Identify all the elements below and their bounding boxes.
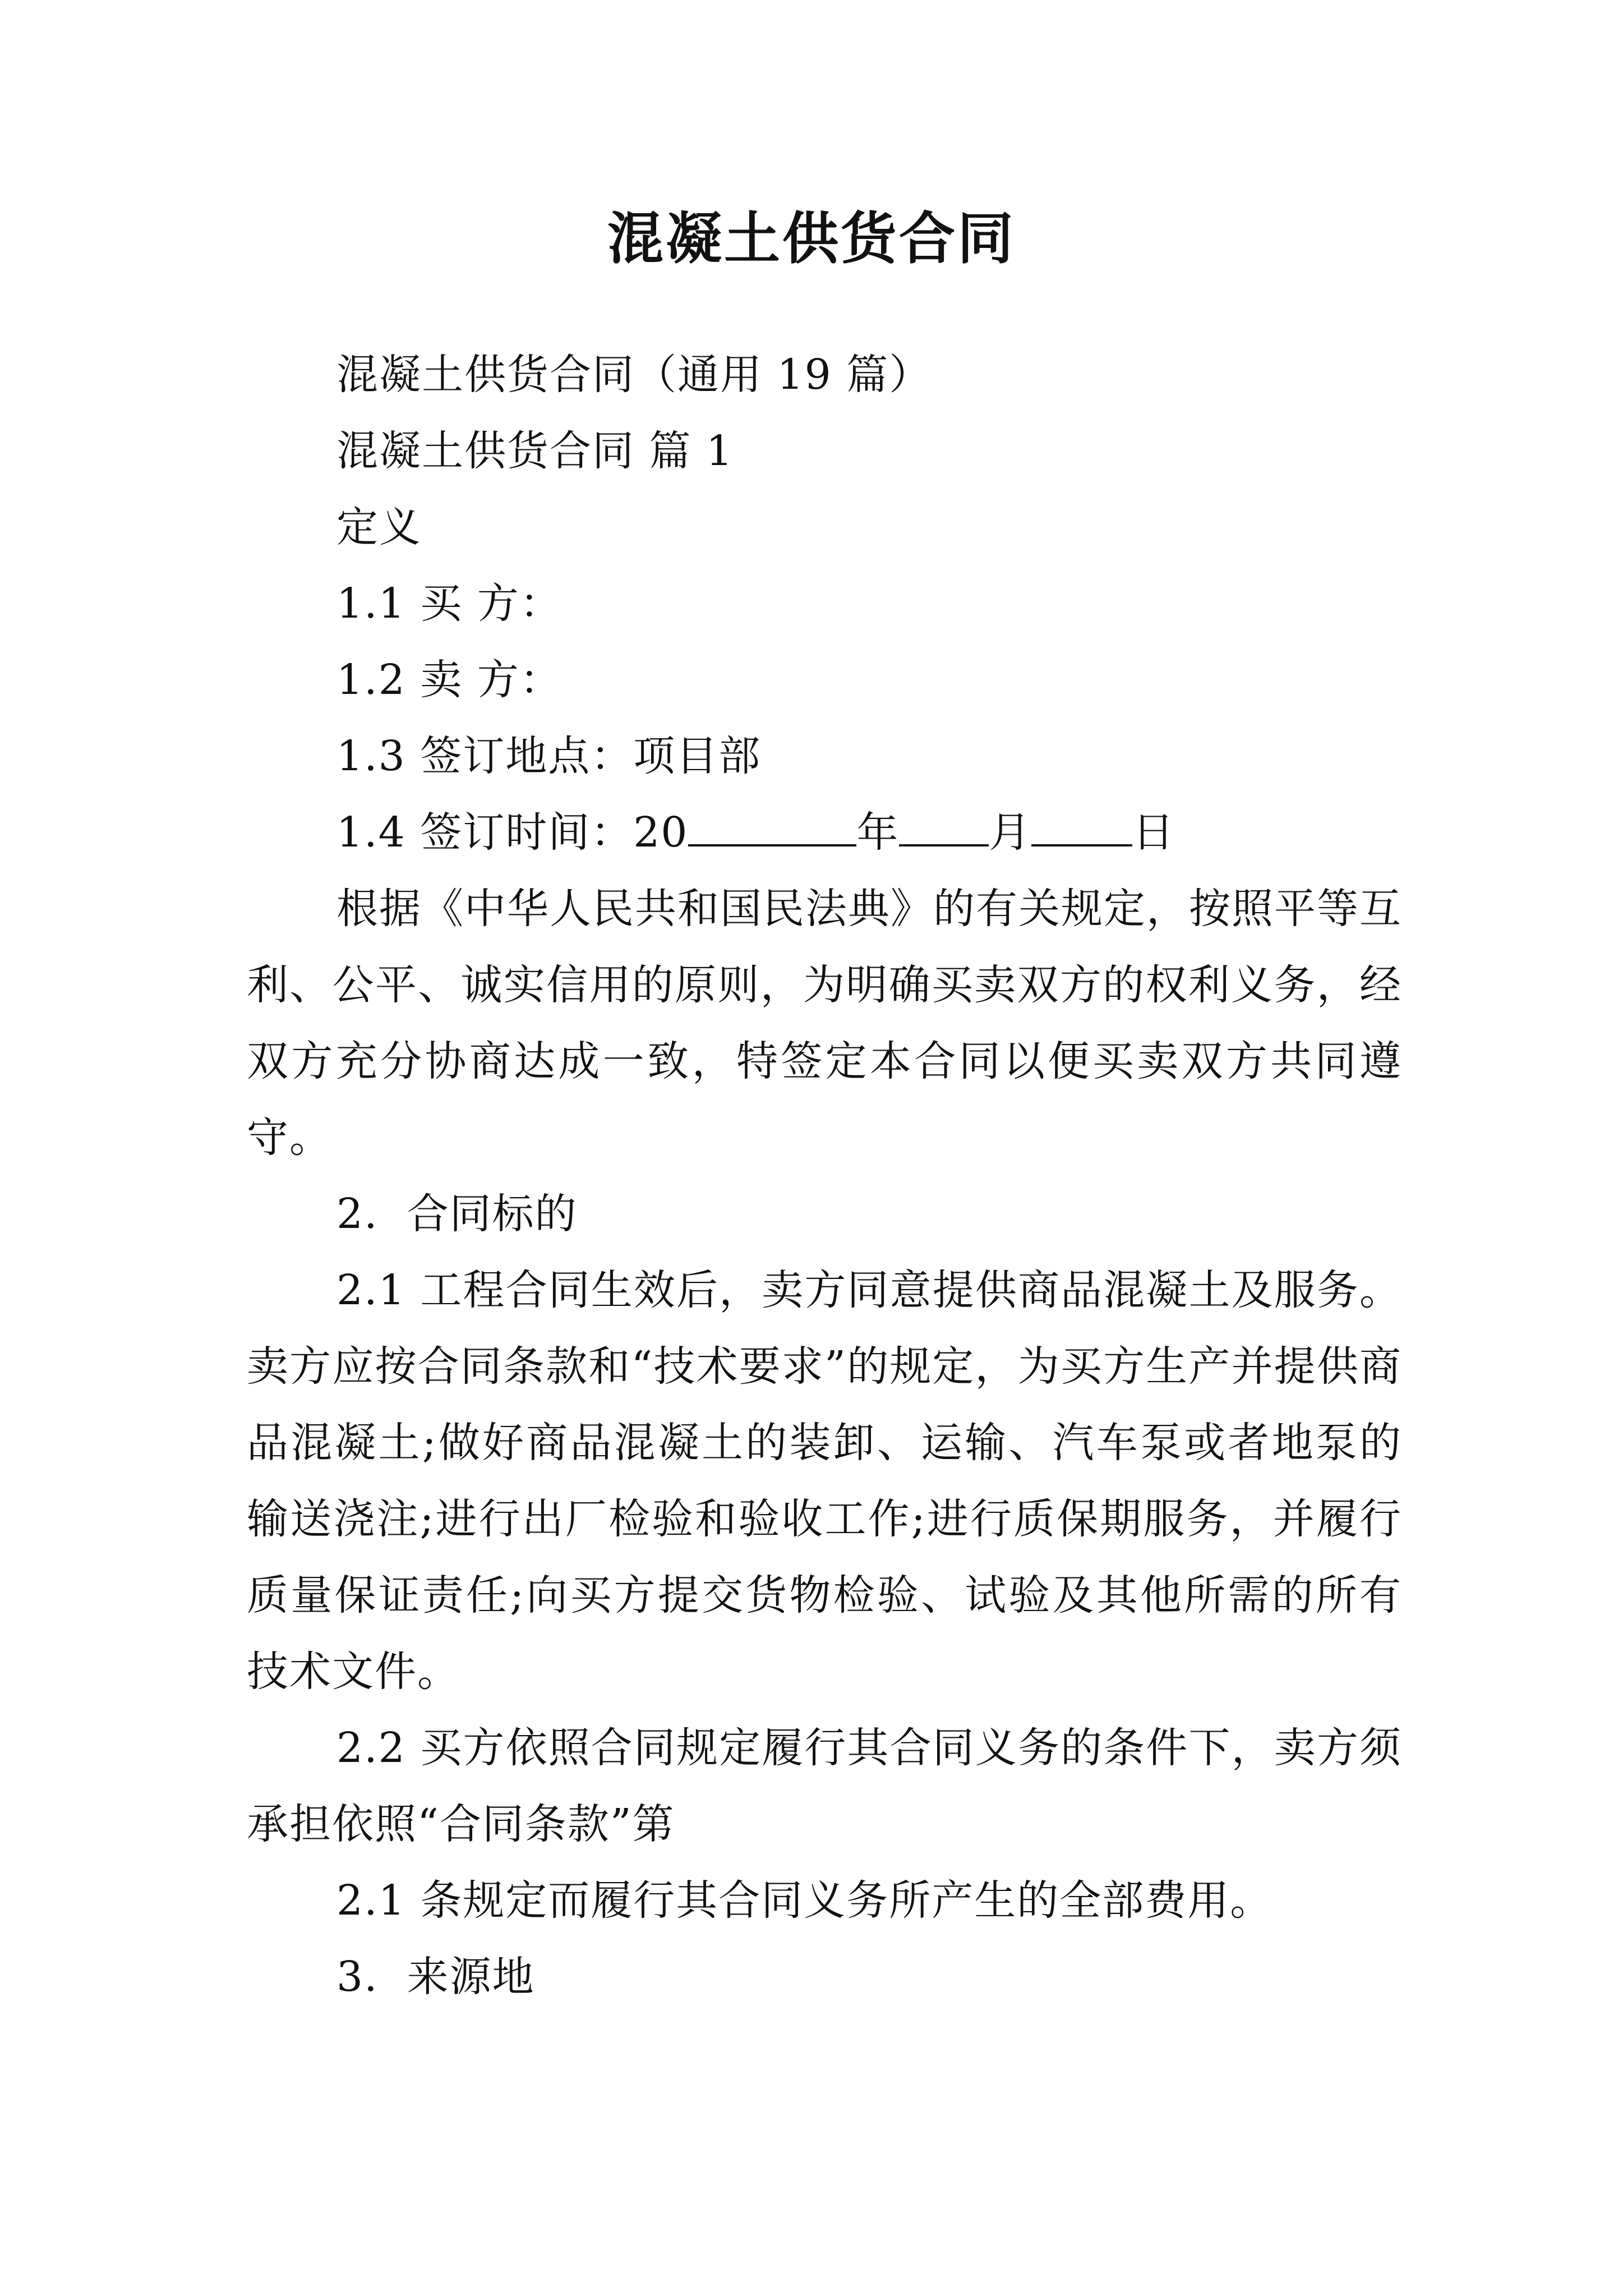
document-body <box>247 337 1402 2015</box>
year-blank <box>688 805 856 846</box>
signing-time-prefix: 1.4 签订时间：20 <box>336 808 689 857</box>
day-label: 日 <box>1132 808 1175 857</box>
signing-time-line <box>247 794 1402 871</box>
month-label: 月 <box>989 808 1032 857</box>
section3-heading: 3. 来源地 <box>336 1953 535 2001</box>
signing-place-line: 1.3 签订地点：项目部 <box>336 732 762 780</box>
buyer-line: 1.1 买 方： <box>336 579 562 628</box>
section-heading: 混凝土供货合同 篇 1 <box>336 427 734 475</box>
clause-2-2-paragraph: 2.2 买方依照合同规定履行其合同义务的条件下，卖方须承担依照“合同条款”第 <box>247 1724 1402 1848</box>
document-title: 混凝土供货合同 <box>607 205 1016 272</box>
seller-line: 1.2 卖 方： <box>336 656 562 704</box>
month-blank <box>899 805 989 846</box>
clause-2-1-paragraph: 2.1 工程合同生效后，卖方同意提供商品混凝土及服务。卖方应按合同条款和“技术要求”的规定，为买方生产并提供商品混凝土;做好商品混凝土的装卸、运输、汽车泵或者地泵的输送浇注;进行出厂检验和验收工作;进行质保期服务，并履行质量保证责任;向买方提交货物检验、试验及其他所需的所有技术文件。 <box>247 1266 1402 1696</box>
year-label: 年 <box>856 808 900 857</box>
section2-heading: 2. 合同标的 <box>336 1190 578 1238</box>
day-blank <box>1031 805 1132 846</box>
clause-2-2-continuation: 2.1 条规定而履行其合同义务所产生的全部费用。 <box>336 1876 1273 1925</box>
preamble-paragraph: 根据《中华人民共和国民法典》的有关规定，按照平等互利、公平、诚实信用的原则，为明确买卖双方的权利义务，经双方充分协商达成一致，特签定本合同以便买卖双方共同遵守。 <box>247 885 1402 1162</box>
definition-heading: 定义 <box>336 503 422 551</box>
document-subtitle: 混凝土供货合同（通用 19 篇） <box>336 351 932 399</box>
